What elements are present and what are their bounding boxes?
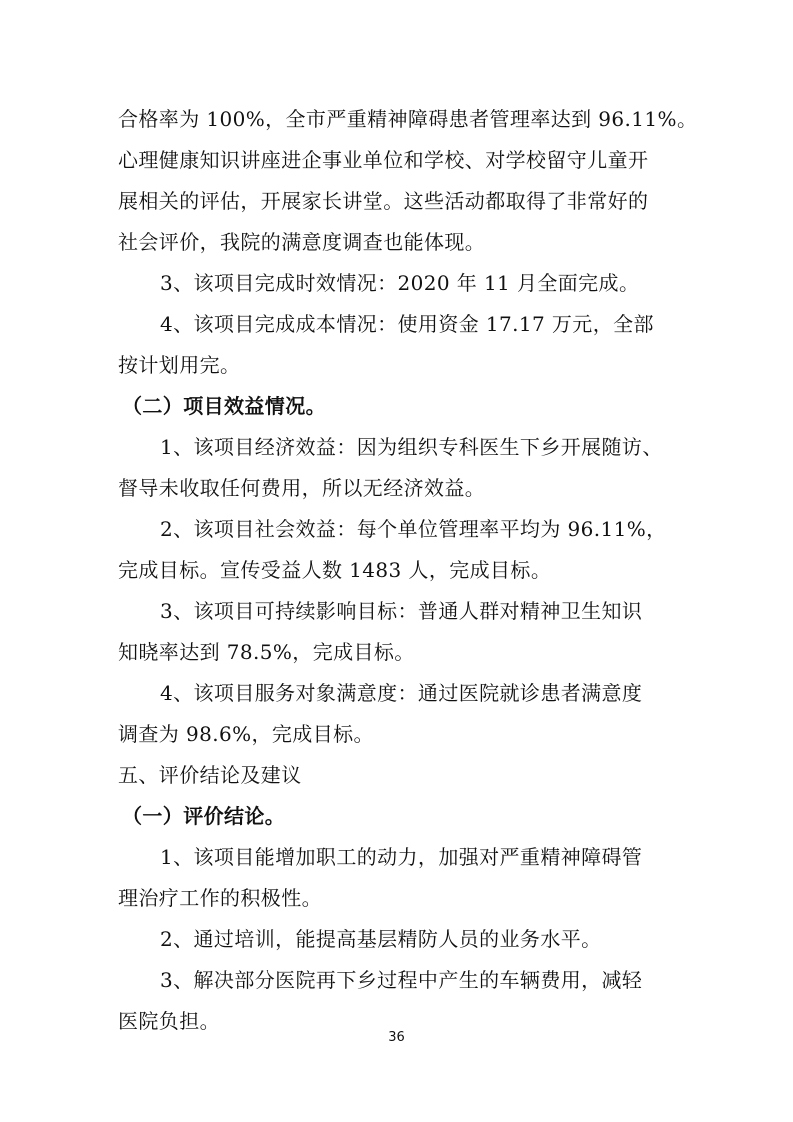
paragraph-line: 知晓率达到 78.5%，完成目标。 bbox=[118, 640, 415, 664]
paragraph-line: 理治疗工作的积极性。 bbox=[118, 886, 322, 910]
paragraph-line: 完成目标。宣传受益人数 1483 人，完成目标。 bbox=[118, 558, 552, 582]
paragraph-line: 3、解决部分医院再下乡过程中产生的车辆费用，减轻 bbox=[160, 968, 643, 992]
paragraph-line: 社会评价，我院的满意度调查也能体现。 bbox=[118, 230, 486, 254]
paragraph-line: 3、该项目完成时效情况：2020 年 11 月全面完成。 bbox=[160, 271, 640, 295]
paragraph-line: 心理健康知识讲座进企事业单位和学校、对学校留守儿童开 bbox=[118, 148, 649, 172]
paragraph-line: 2、该项目社会效益：每个单位管理率平均为 96.11%， bbox=[160, 517, 667, 541]
paragraph-line: 按计划用完。 bbox=[118, 353, 241, 377]
paragraph-line: 1、该项目经济效益：因为组织专科医生下乡开展随访、 bbox=[160, 435, 663, 459]
section-heading: 五、评价结论及建议 bbox=[118, 763, 302, 787]
paragraph-line: 合格率为 100%，全市严重精神障碍患者管理率达到 96.11%。 bbox=[118, 107, 698, 131]
paragraph-line: 调查为 98.6%，完成目标。 bbox=[118, 722, 374, 746]
subsection-heading: （一）评价结论。 bbox=[122, 804, 286, 828]
paragraph-line: 4、该项目服务对象满意度：通过医院就诊患者满意度 bbox=[160, 681, 643, 705]
paragraph-line: 1、该项目能增加职工的动力，加强对严重精神障碍管 bbox=[160, 845, 643, 869]
paragraph-line: 展相关的评估，开展家长讲堂。这些活动都取得了非常好的 bbox=[118, 189, 649, 213]
paragraph-line: 3、该项目可持续影响目标：普通人群对精神卫生知识 bbox=[160, 599, 643, 623]
subsection-heading: （二）项目效益情况。 bbox=[122, 394, 326, 418]
paragraph-line: 2、通过培训，能提高基层精防人员的业务水平。 bbox=[160, 927, 602, 951]
paragraph-line: 督导未收取任何费用，所以无经济效益。 bbox=[118, 476, 486, 500]
paragraph-line: 4、该项目完成成本情况：使用资金 17.17 万元，全部 bbox=[160, 312, 654, 336]
page-number: 36 bbox=[388, 1030, 405, 1045]
paragraph-line: 医院负担。 bbox=[118, 1009, 220, 1033]
